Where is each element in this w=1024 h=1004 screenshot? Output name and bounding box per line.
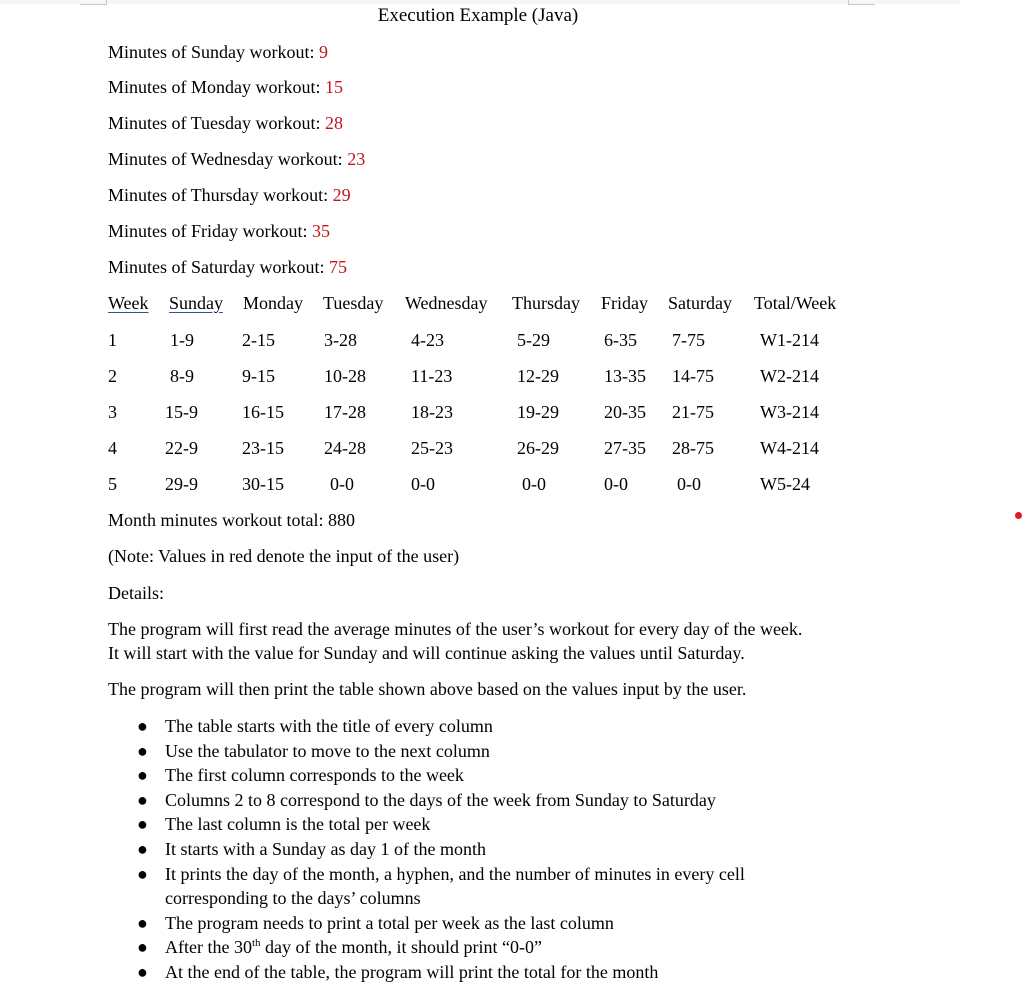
table-cell: 12-29 (517, 366, 559, 386)
bullet-icon: ● (137, 937, 148, 958)
table-cell: 9-15 (242, 366, 275, 386)
text-segment: day of the month, it should print “0-0” (260, 937, 542, 958)
bullet-icon: ● (137, 765, 148, 786)
list-item (108, 714, 828, 739)
table-cell: 1 (108, 330, 117, 350)
list-item (108, 812, 828, 837)
table-cell: 13-35 (604, 366, 646, 386)
input-label: Minutes of Saturday workout: (108, 257, 329, 277)
list-item-text: The program needs to print a total per week as the last column (165, 912, 614, 933)
table-cell: 6-35 (604, 330, 637, 350)
paragraph-1-line-2: It will start with the value for Sunday and will continue asking the values until Saturday. (108, 643, 745, 663)
table-cell: 10-28 (324, 366, 366, 386)
text-segment: After the 30 (165, 937, 252, 958)
table-cell: 27-35 (604, 438, 646, 458)
red-marker-dot (1015, 512, 1022, 519)
list-item (108, 763, 828, 788)
list-item (108, 960, 828, 985)
bullet-icon: ● (137, 912, 148, 933)
table-cell: 4 (108, 438, 117, 458)
header-tuesday: Tuesday (323, 293, 384, 313)
list-item-text: Use the tabulator to move to the next column (165, 740, 490, 761)
bullet-icon: ● (137, 814, 148, 835)
month-total: Month minutes workout total: 880 (108, 510, 355, 530)
table-cell: 23-15 (242, 438, 284, 458)
table-cell: 5-29 (517, 330, 550, 350)
list-item-text: It starts with a Sunday as day 1 of the month (165, 838, 486, 859)
bullet-icon: ● (137, 716, 148, 736)
input-line-sunday (108, 42, 328, 62)
input-value: 75 (328, 257, 347, 277)
page-top-edge (0, 0, 960, 4)
list-item (108, 739, 828, 764)
table-cell: 30-15 (242, 474, 284, 494)
bullet-icon: ● (137, 789, 148, 810)
note-text: (Note: Values in red denote the input of the user) (108, 546, 460, 566)
table-cell: 0-0 (604, 474, 628, 494)
table-cell: 11-23 (411, 366, 453, 386)
table-cell: 15-9 (165, 402, 198, 422)
table-cell: 25-23 (411, 438, 453, 458)
bullet-icon: ● (137, 740, 148, 761)
list-item-text: It prints the day of the month, a hyphen, and the number of minutes in every cell corresponding to the days’ columns (165, 863, 745, 909)
paragraph-2: The program will then print the table shown above based on the values input by the user. (108, 679, 747, 699)
input-label: Minutes of Monday workout: (108, 77, 325, 97)
table-cell: 17-28 (324, 402, 366, 422)
input-line-monday (108, 77, 343, 97)
paragraph-1-line-1: The program will first read the average minutes of the user’s workout for every day of the week. (108, 619, 803, 639)
header-wednesday: Wednesday (405, 293, 488, 313)
table-cell: 18-23 (411, 402, 453, 422)
input-label: Minutes of Sunday workout: (108, 42, 319, 62)
table-cell: 7-75 (672, 330, 705, 350)
margin-corner-mark-right (848, 0, 875, 5)
table-cell: 20-35 (604, 402, 646, 422)
table-cell: 3 (108, 402, 117, 422)
input-line-saturday (108, 257, 347, 277)
header-monday: Monday (243, 293, 303, 313)
list-item (108, 935, 828, 960)
details-bullet-list (108, 714, 828, 985)
table-cell: 8-9 (170, 366, 194, 386)
input-value: 23 (347, 149, 366, 169)
input-label: Minutes of Wednesday workout: (108, 149, 348, 169)
table-cell: 16-15 (242, 402, 284, 422)
input-line-friday (108, 221, 330, 241)
table-cell: W3-214 (760, 402, 819, 422)
input-value: 9 (319, 42, 328, 62)
table-cell: 0-0 (411, 474, 435, 494)
table-cell: W4-214 (760, 438, 819, 458)
paragraph-1 (108, 617, 868, 665)
superscript-ordinal: th (251, 937, 261, 950)
table-cell: 22-9 (165, 438, 198, 458)
margin-corner-mark-left (80, 0, 107, 5)
list-item-text: At the end of the table, the program will print the total for the month (165, 961, 659, 982)
input-line-thursday (108, 185, 351, 205)
table-cell: 26-29 (517, 438, 559, 458)
input-label: Minutes of Thursday workout: (108, 185, 333, 205)
header-week: Week (108, 293, 149, 313)
header-saturday: Saturday (668, 293, 732, 313)
header-sunday: Sunday (169, 293, 223, 313)
input-label: Minutes of Friday workout: (108, 221, 312, 241)
table-cell: 14-75 (672, 366, 714, 386)
details-heading: Details: (108, 583, 164, 603)
table-cell: 3-28 (324, 330, 357, 350)
list-item (108, 788, 828, 813)
table-cell: 0-0 (677, 474, 701, 494)
document-title: Execution Example (Java) (377, 5, 579, 26)
list-item-text (165, 937, 542, 957)
list-item (108, 862, 828, 911)
table-cell: 5 (108, 474, 117, 494)
table-cell: 21-75 (672, 402, 714, 422)
input-line-tuesday (108, 113, 343, 133)
input-value: 28 (325, 113, 344, 133)
list-item-text: Columns 2 to 8 correspond to the days of the week from Sunday to Saturday (165, 789, 716, 810)
table-cell: 24-28 (324, 438, 366, 458)
input-value: 15 (324, 77, 343, 97)
input-label: Minutes of Tuesday workout: (108, 113, 326, 133)
list-item (108, 837, 828, 862)
table-cell: 19-29 (517, 402, 559, 422)
bullet-icon: ● (137, 961, 148, 982)
table-cell: 1-9 (170, 330, 194, 350)
table-cell: 4-23 (411, 330, 444, 350)
list-item-text: The last column is the total per week (165, 814, 431, 835)
bullet-icon: ● (137, 838, 148, 859)
table-cell: W1-214 (760, 330, 819, 350)
table-cell: 28-75 (672, 438, 714, 458)
table-cell: 2-15 (242, 330, 275, 350)
header-thursday: Thursday (512, 293, 580, 313)
list-item-text: The first column corresponds to the week (165, 765, 464, 786)
table-cell: 29-9 (165, 474, 198, 494)
table-cell: 2 (108, 366, 117, 386)
input-value: 29 (332, 185, 351, 205)
table-cell: 0-0 (522, 474, 546, 494)
list-item-text: The table starts with the title of every column (165, 716, 493, 736)
list-item (108, 911, 828, 936)
bullet-icon: ● (137, 863, 148, 884)
input-value: 35 (312, 221, 330, 241)
table-cell: W5-24 (760, 474, 810, 494)
table-cell: W2-214 (760, 366, 819, 386)
header-friday: Friday (601, 293, 648, 313)
table-cell: 0-0 (330, 474, 354, 494)
input-line-wednesday (108, 149, 365, 169)
header-total-week: Total/Week (754, 293, 837, 313)
